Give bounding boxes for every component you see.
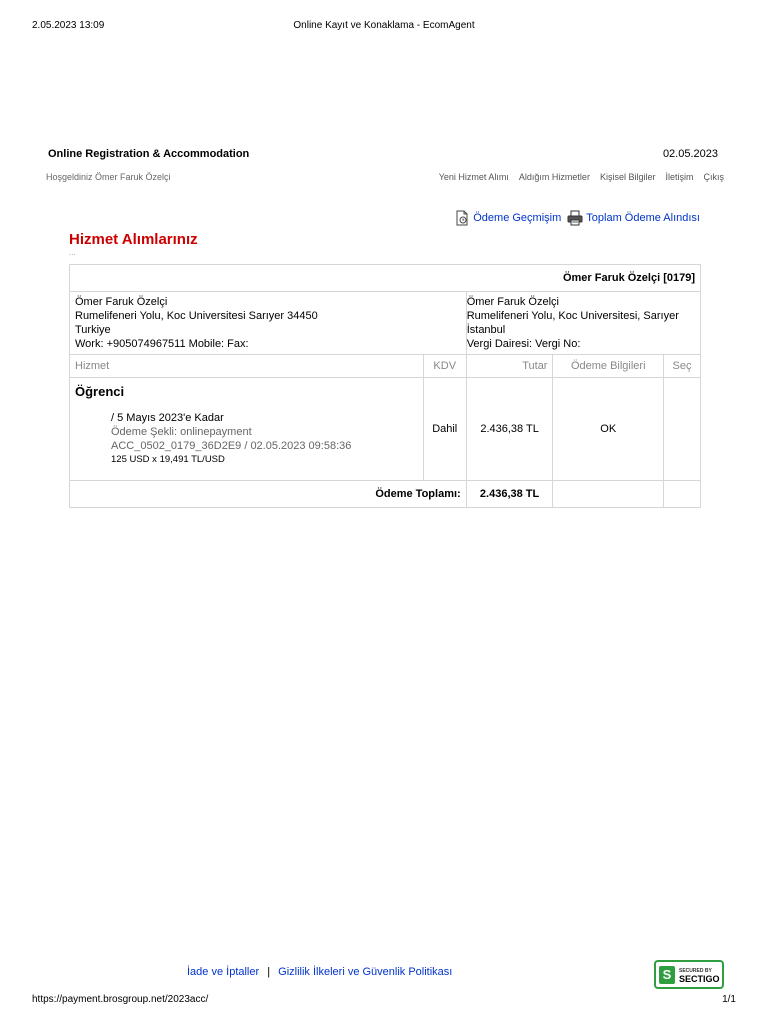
customer-city: İstanbul <box>466 324 506 336</box>
nav-personal-info[interactable]: Kişisel Bilgiler <box>599 172 656 182</box>
badge-secured-by: SECURED BY <box>679 967 712 974</box>
payment-method: Ödeme Şekli: onlinepayment <box>111 426 252 438</box>
nav-new-service[interactable]: Yeni Hizmet Alımı <box>438 172 509 182</box>
total-receipt-label: Toplam Ödeme Alındısı <box>586 212 700 224</box>
footer-links <box>187 966 452 978</box>
services-table <box>69 264 701 508</box>
print-page-number: 1/1 <box>722 994 736 1005</box>
kdv-value: Dahil <box>423 378 466 481</box>
print-datetime: 2.05.2023 13:09 <box>32 20 105 31</box>
refund-link[interactable]: İade ve İptaller <box>187 966 260 978</box>
table-row <box>70 378 701 481</box>
address-left <box>70 292 467 355</box>
nav-contact[interactable]: İletişim <box>665 172 694 182</box>
service-period: / 5 Mayıs 2023'e Kadar <box>111 412 224 424</box>
address-row <box>70 292 701 355</box>
badge-text <box>679 967 720 983</box>
nav-logout[interactable]: Çıkış <box>703 172 724 182</box>
privacy-link[interactable]: Gizlilik İlkeleri ve Güvenlik Politikası <box>278 966 453 978</box>
customer-address-left: Rumelifeneri Yolu, Koc Universitesi Sarıyer 34450 <box>75 310 318 322</box>
site-title: Online Registration & Accommodation <box>48 148 250 160</box>
section-dots: ... <box>69 248 76 257</box>
print-page-title: Online Kayıt ve Konaklama - EcomAgent <box>293 20 475 31</box>
footer-separator: | <box>267 966 271 978</box>
col-kdv: KDV <box>423 355 466 378</box>
col-service: Hizmet <box>70 355 424 378</box>
customer-name-left: Ömer Faruk Özelçi <box>75 296 168 308</box>
total-label: Ödeme Toplamı: <box>70 481 467 508</box>
col-payment-info: Ödeme Bilgileri <box>553 355 664 378</box>
customer-name-right: Ömer Faruk Özelçi <box>466 296 559 308</box>
customer-address-right: Rumelifeneri Yolu, Koc Universitesi, Sarıyer <box>466 310 679 322</box>
address-right <box>466 292 700 355</box>
amount-value: 2.436,38 TL <box>466 378 553 481</box>
total-row <box>70 481 701 508</box>
badge-brand: SECTIGO <box>679 973 720 984</box>
header-date: 02.05.2023 <box>662 148 718 160</box>
exchange-rate: 125 USD x 19,491 TL/USD <box>111 454 225 465</box>
sectigo-badge[interactable] <box>654 960 724 989</box>
payment-history-link[interactable] <box>454 210 561 226</box>
payment-status: OK <box>553 378 664 481</box>
sectigo-logo-icon: S <box>659 966 675 984</box>
section-title: Hizmet Alımlarınız <box>69 231 198 248</box>
print-url: https://payment.brosgroup.net/2023acc/ <box>32 994 209 1005</box>
col-select: Seç <box>664 355 701 378</box>
printer-icon <box>567 210 583 226</box>
nav-my-services[interactable]: Aldığım Hizmetler <box>518 172 590 182</box>
payment-reference: ACC_0502_0179_36D2E9 / 02.05.2023 09:58:36 <box>111 440 352 452</box>
total-receipt-link[interactable] <box>567 210 700 226</box>
owner-row <box>70 265 701 292</box>
customer-tax: Vergi Dairesi: Vergi No: <box>466 338 581 350</box>
document-history-icon <box>454 210 470 226</box>
select-cell[interactable] <box>664 378 701 481</box>
welcome-text: Hoşgeldiniz Ömer Faruk Özelçi <box>46 172 171 182</box>
service-name: Öğrenci <box>75 384 125 399</box>
total-empty-2 <box>664 481 701 508</box>
service-cell <box>70 378 424 481</box>
col-amount: Tutar <box>466 355 553 378</box>
top-nav <box>439 172 724 182</box>
total-empty-1 <box>553 481 664 508</box>
owner-name: Ömer Faruk Özelçi [0179] <box>70 265 701 292</box>
table-header <box>70 355 701 378</box>
service-details <box>111 411 418 467</box>
total-value: 2.436,38 TL <box>466 481 553 508</box>
action-links <box>454 210 700 226</box>
customer-contact: Work: +905074967511 Mobile: Fax: <box>75 338 249 350</box>
payment-history-label: Ödeme Geçmişim <box>473 212 562 224</box>
customer-country: Turkiye <box>75 324 111 336</box>
